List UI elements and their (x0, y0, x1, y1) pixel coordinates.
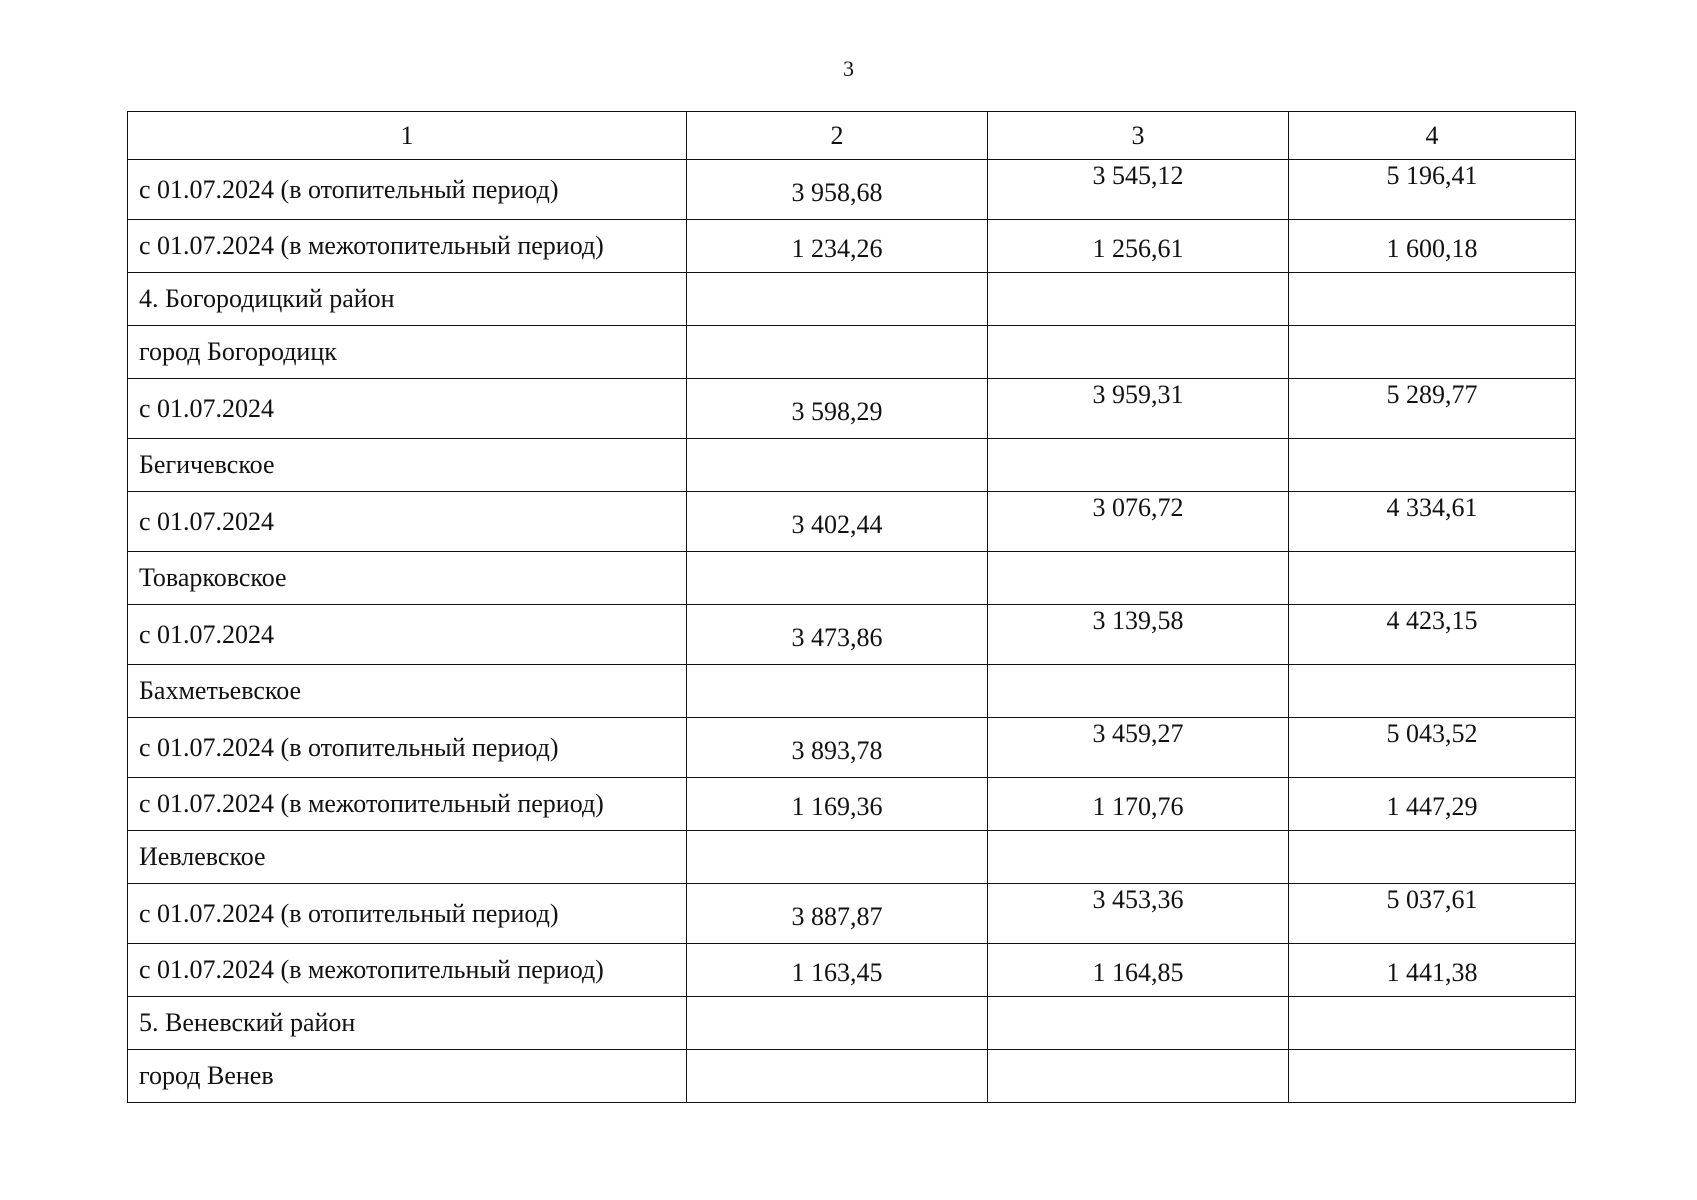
cell-col-2 (687, 831, 988, 884)
page-number: 3 (843, 56, 854, 81)
table-row (128, 552, 1576, 605)
row-label: с 01.07.2024 (в отопительный период) (128, 718, 687, 778)
cell-col-4: 1 441,38 (1289, 944, 1576, 997)
cell-col-4 (1289, 552, 1576, 605)
cell-col-4: 5 289,77 (1289, 379, 1576, 439)
table-row (128, 884, 1576, 944)
row-label: с 01.07.2024 (в отопительный период) (128, 160, 687, 220)
row-label: Бахметьевское (128, 665, 687, 718)
table-row (128, 220, 1576, 273)
table-row (128, 778, 1576, 831)
cell-col-4: 5 196,41 (1289, 160, 1576, 220)
table-row (128, 439, 1576, 492)
cell-col-4: 1 600,18 (1289, 220, 1576, 273)
row-label: с 01.07.2024 (128, 605, 687, 665)
table-row (128, 944, 1576, 997)
cell-col-3 (988, 665, 1289, 718)
column-header-1: 1 (128, 112, 687, 160)
column-header-4: 4 (1289, 112, 1576, 160)
cell-col-4: 5 043,52 (1289, 718, 1576, 778)
row-label: город Богородицк (128, 326, 687, 379)
cell-col-2: 1 169,36 (687, 778, 988, 831)
column-header-2: 2 (687, 112, 988, 160)
cell-col-3: 1 170,76 (988, 778, 1289, 831)
cell-col-2 (687, 665, 988, 718)
row-label: с 01.07.2024 (в межотопительный период) (128, 220, 687, 273)
cell-col-4 (1289, 665, 1576, 718)
cell-col-3: 3 959,31 (988, 379, 1289, 439)
cell-col-2 (687, 997, 988, 1050)
cell-col-2 (687, 552, 988, 605)
row-label: с 01.07.2024 (в отопительный период) (128, 884, 687, 944)
cell-col-3 (988, 273, 1289, 326)
cell-col-3: 3 459,27 (988, 718, 1289, 778)
cell-col-2 (687, 326, 988, 379)
cell-col-3: 3 139,58 (988, 605, 1289, 665)
cell-col-3 (988, 997, 1289, 1050)
cell-col-3: 3 453,36 (988, 884, 1289, 944)
table-row (128, 1050, 1576, 1103)
table-body (128, 112, 1576, 1103)
cell-col-2 (687, 439, 988, 492)
cell-col-4: 4 423,15 (1289, 605, 1576, 665)
row-label: с 01.07.2024 (128, 379, 687, 439)
table-row (128, 997, 1576, 1050)
cell-col-4 (1289, 997, 1576, 1050)
header-row (128, 112, 1576, 160)
cell-col-2: 3 887,87 (687, 884, 988, 944)
table-row (128, 160, 1576, 220)
table-row (128, 379, 1576, 439)
cell-col-2: 3 473,86 (687, 605, 988, 665)
cell-col-2 (687, 273, 988, 326)
cell-col-3: 3 076,72 (988, 492, 1289, 552)
table-row (128, 665, 1576, 718)
row-label: с 01.07.2024 (в межотопительный период) (128, 944, 687, 997)
cell-col-4 (1289, 439, 1576, 492)
cell-col-4: 5 037,61 (1289, 884, 1576, 944)
table-row (128, 326, 1576, 379)
cell-col-2 (687, 1050, 988, 1103)
table-row (128, 718, 1576, 778)
row-label: Иевлевское (128, 831, 687, 884)
cell-col-3 (988, 1050, 1289, 1103)
table-row (128, 492, 1576, 552)
cell-col-3: 1 256,61 (988, 220, 1289, 273)
table-row (128, 605, 1576, 665)
row-label: город Венев (128, 1050, 687, 1103)
cell-col-4 (1289, 831, 1576, 884)
cell-col-4 (1289, 1050, 1576, 1103)
cell-col-2: 3 402,44 (687, 492, 988, 552)
table-row (128, 831, 1576, 884)
row-label: с 01.07.2024 (128, 492, 687, 552)
cell-col-3 (988, 326, 1289, 379)
row-label: 4. Богородицкий район (128, 273, 687, 326)
cell-col-3 (988, 439, 1289, 492)
cell-col-2: 3 598,29 (687, 379, 988, 439)
cell-col-4 (1289, 326, 1576, 379)
cell-col-4: 4 334,61 (1289, 492, 1576, 552)
cell-col-3: 1 164,85 (988, 944, 1289, 997)
row-label: с 01.07.2024 (в межотопительный период) (128, 778, 687, 831)
cell-col-2: 3 958,68 (687, 160, 988, 220)
cell-col-3 (988, 831, 1289, 884)
cell-col-3: 3 545,12 (988, 160, 1289, 220)
column-header-3: 3 (988, 112, 1289, 160)
table-row (128, 273, 1576, 326)
cell-col-4 (1289, 273, 1576, 326)
row-label: Товарковское (128, 552, 687, 605)
row-label: 5. Веневский район (128, 997, 687, 1050)
cell-col-2: 1 163,45 (687, 944, 988, 997)
cell-col-4: 1 447,29 (1289, 778, 1576, 831)
cell-col-3 (988, 552, 1289, 605)
cell-col-2: 3 893,78 (687, 718, 988, 778)
row-label: Бегичевское (128, 439, 687, 492)
cell-col-2: 1 234,26 (687, 220, 988, 273)
tariff-table (127, 111, 1576, 1103)
